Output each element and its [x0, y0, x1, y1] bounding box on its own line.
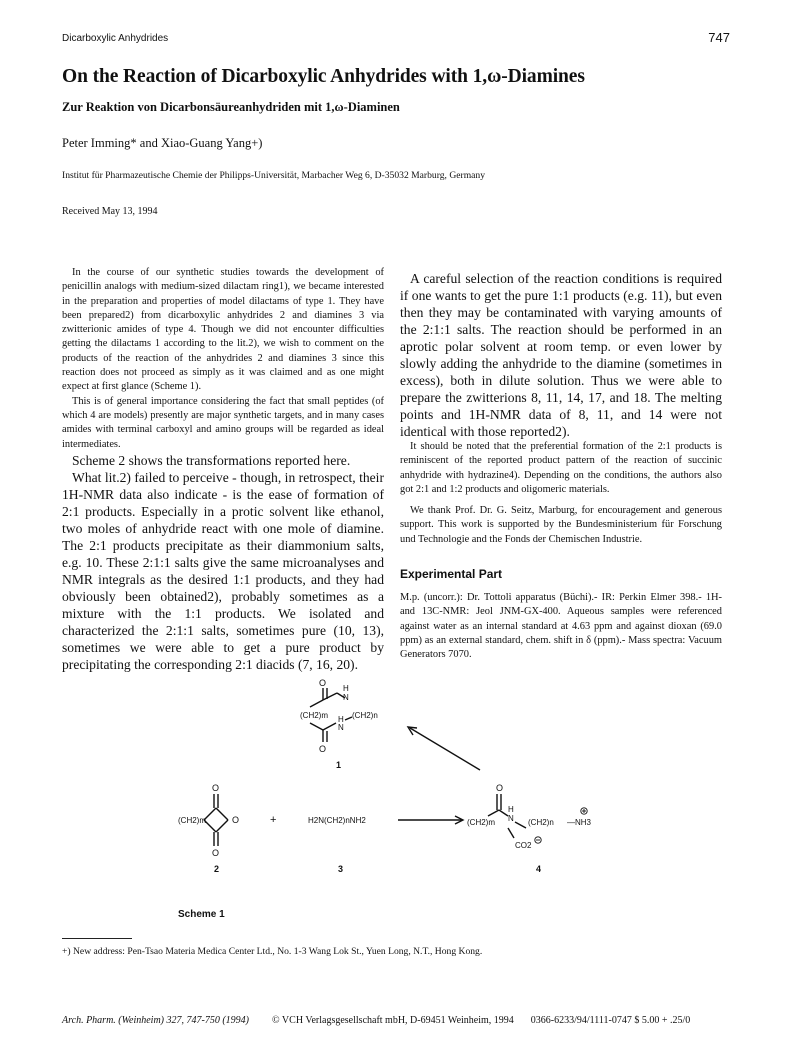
carboxylate-group: CO2	[515, 841, 532, 850]
carbonyl-oxygen-bottom: O	[319, 744, 327, 754]
right-column	[400, 270, 722, 663]
scheme-1-diagram	[0, 670, 792, 910]
anhydride-oxygen-bottom: O	[212, 848, 220, 858]
experimental-paragraph: M.p. (uncorr.): Dr. Tottoli apparatus (Büchi).- IR: Perkin Elmer 398.- 1H- and 13C-NMR: Jeol JNM-GX-400. Aqueous samples were referenced against water as an internal standard at 4.63 ppm and against dioxan (69.0 ppm) as an external standard, chem. shift in δ (ppm).- Mass spectra: Vacuum Generators 7070.	[400, 592, 722, 661]
compound-3-number: 3	[338, 864, 344, 874]
ch2n-label-1: (CH2)n	[352, 711, 378, 720]
acknowledgement-paragraph: We thank Prof. Dr. G. Seitz, Marburg, for encouragement and generous support. This work is supported by the Bundesministerium für Forschung und Technologie and the Fonds der Chemischen Industrie.	[400, 505, 722, 545]
cyclization-arrow	[408, 727, 480, 770]
ch2m-label-1: (CH2)m	[300, 711, 328, 720]
page-number: 747	[708, 30, 730, 45]
body-paragraph-3: A careful selection of the reaction conditions is required if one wants to get the pure 1:1 products (e.g. 11), but even then they may be contaminated with varying amounts of the 2:1:1 salts. The reaction should be performed in an aprotic polar solvent at room temp. or even lower by slowly adding the anhydride to the diamine (sometimes in excess), both in dilute solution. Thus we were able to prepare the zwitterions 8, 11, 14, 17, and 18. The melting points and 1H-NMR data of 8, 11, and 14 were not identical with those reported2).	[400, 271, 722, 439]
reaction-arrow	[398, 816, 463, 824]
compound-2-structure	[178, 783, 239, 874]
left-column	[62, 266, 384, 673]
scheme-caption: Scheme 1	[178, 909, 225, 920]
amide-hydrogen: H	[508, 805, 514, 814]
carbonyl-oxygen-top: O	[319, 678, 327, 688]
hydrogen-bottom: H	[338, 715, 344, 724]
running-title: Dicarboxylic Anhydrides	[62, 33, 169, 44]
footnote: +) New address: Pen-Tsao Materia Medica Center Ltd., No. 1-3 Wang Lok St., Yuen Long, N.T., Hong Kong.	[62, 946, 483, 957]
journal-citation: Arch. Pharm. (Weinheim) 327, 747-750 (1994)	[62, 1015, 250, 1026]
compound-4-number: 4	[536, 864, 542, 874]
ch2n-label-4: (CH2)n	[528, 818, 554, 827]
footnote-divider	[62, 938, 132, 939]
nitrogen-bottom: N	[338, 723, 344, 732]
compound-1-number: 1	[336, 760, 342, 770]
compound-2-number: 2	[214, 864, 220, 874]
plus-sign: +	[270, 814, 277, 826]
received-date: Received May 13, 1994	[62, 206, 158, 217]
hydrogen-top: H	[343, 684, 349, 693]
publisher-notice: © VCH Verlagsgesellschaft mbH, D-69451 Weinheim, 1994	[272, 1015, 514, 1026]
article-subtitle: Zur Reaktion von Dicarbonsäureanhydriden mit 1,ω-Diaminen	[62, 100, 400, 114]
compound-1-structure	[300, 678, 378, 770]
abstract-paragraph-2: This is of general importance considering the fact that small peptides (of which 4 are models) presently are major synthetic targets, and in many cases amides with terminal carboxyl and amino groups will be regarded as ideal intermediates.	[62, 395, 384, 450]
affiliation: Institut für Pharmazeutische Chemie der Philipps-Universität, Marbacher Weg 6, D-35032 Marburg, Germany	[62, 170, 486, 181]
diamine-formula: H2N(CH2)nNH2	[308, 816, 366, 825]
article-title: On the Reaction of Dicarboxylic Anhydrides with 1,ω-Diamines	[62, 66, 585, 87]
body-paragraph-2: What lit.2) failed to perceive - though, in retrospect, their 1H-NMR data also indicate - is the ease of formation of 2:1 products. Especially in a protic solvent like ethanol, two moles of anhydride react with one mole of diamine. The 2:1 products precipitate as their diammonium salts, e.g. 10. These 2:1:1 salts give the same microanalyses and NMR integrals as the desired 1:1 products, and they had obviously been obtained2), probably sometimes as a mixture with the 1:1 products. We isolated and characterized the 2:1:1 salts, sometimes pure (10, 13), sometimes we were able to get a pure product by precipitating the corresponding 2:1 diacids (7, 16, 20).	[62, 469, 384, 672]
anhydride-oxygen-top: O	[212, 783, 220, 793]
nitrogen-top: N	[343, 693, 349, 702]
ch2m-label-4: (CH2)m	[467, 818, 495, 827]
abstract-paragraph-1: In the course of our synthetic studies towards the development of penicillin analogs with medium-sized dilactam ring1), we became interested in the preparation and properties of model dilactams of type 1. They have been prepared2) from dicarboxylic anhydrides 2 and diamines 3 via zwitterionic amides of type 4. Though we did not encounter difficulties getting the dilactams 1 according to the lit.2), we wish to comment on the products of the reaction of the anhydrides 2 and diamines 3 since this reaction does not proceed as simply as it was claimed and as one might expect at first glance (Scheme 1).	[62, 267, 384, 393]
ch2m-label-2: (CH2)m	[178, 816, 206, 825]
compound-4-structure	[467, 783, 592, 874]
experimental-heading: Experimental Part	[400, 567, 503, 582]
body-paragraph-1: Scheme 2 shows the transformations reported here.	[72, 452, 351, 468]
article-code: 0366-6233/94/1111-0747 $ 5.00 + .25/0	[530, 1015, 691, 1026]
amide-nitrogen: N	[508, 814, 514, 823]
page-footer	[62, 1015, 690, 1026]
anhydride-ring-oxygen: O	[232, 815, 240, 825]
authors: Peter Imming* and Xiao-Guang Yang+)	[62, 136, 263, 150]
note-paragraph: It should be noted that the preferential formation of the 2:1 products is reminiscent of the reported product pattern of the reaction of succinic anhydride with hydrazine4). Depending on the conditions, the authors also got 2:1 and 1:2 products and oligomeric materials.	[400, 441, 722, 495]
ammonium-group: —NH3	[567, 818, 592, 827]
amide-oxygen: O	[496, 783, 504, 793]
